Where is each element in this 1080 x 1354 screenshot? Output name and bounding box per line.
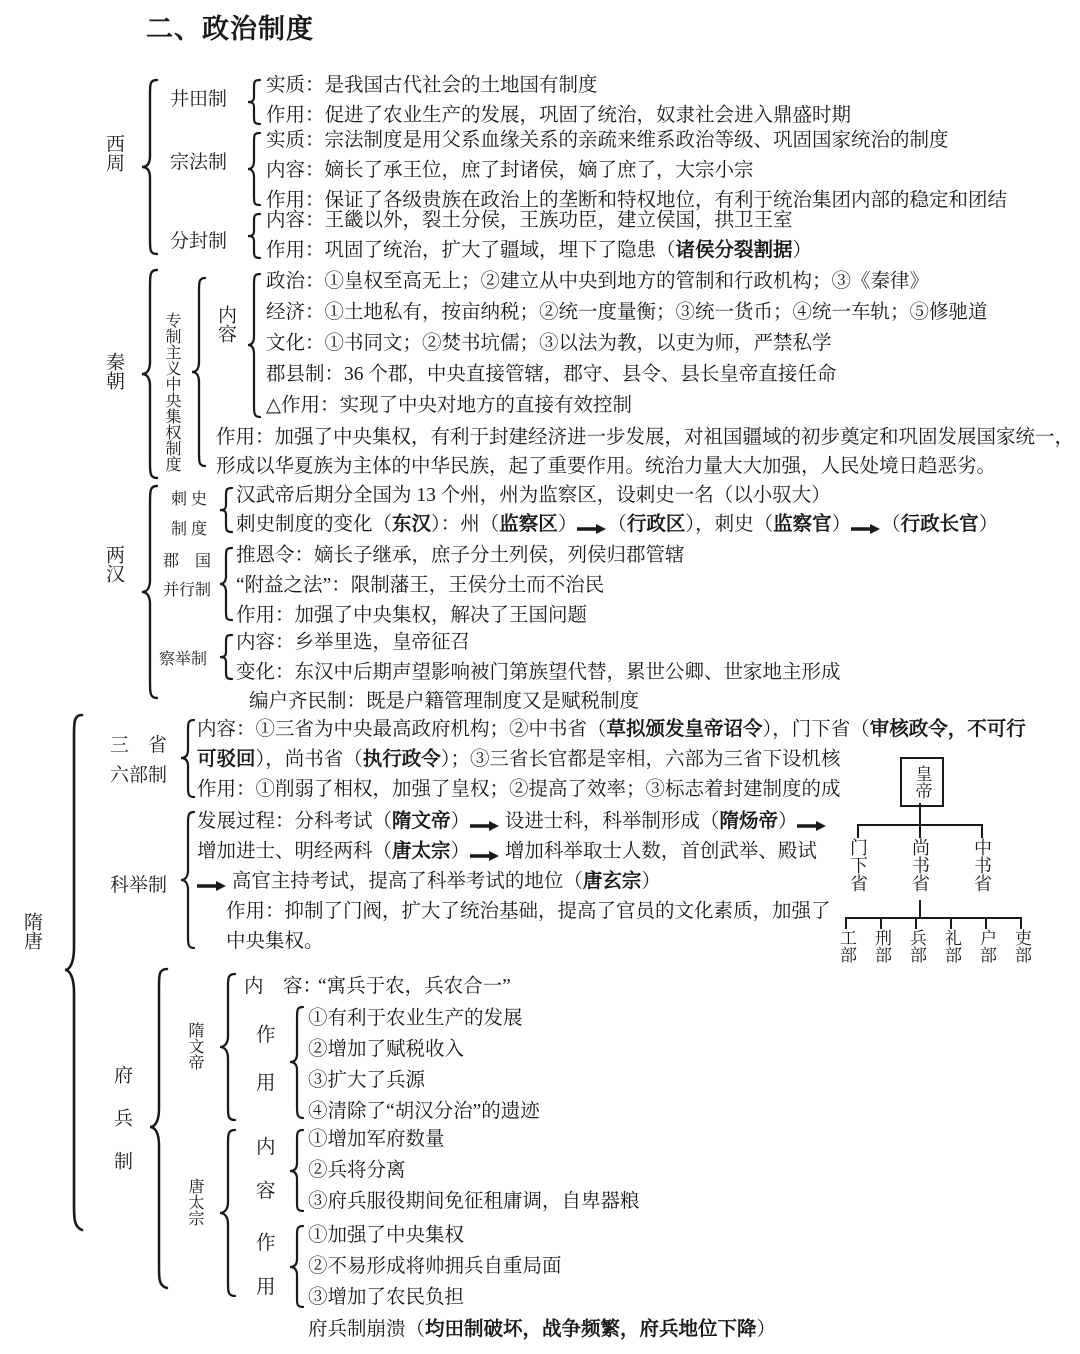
text-run-0: 作用：加强了中央集权，解决了王国问题 xyxy=(236,605,588,626)
fubing-emperor-0-name-2: 帝 xyxy=(186,1054,203,1070)
org-line-ministry-drop-0 xyxy=(845,917,847,929)
qin-zuoyong-line-0: 作用：加强了中央集权，有利于封建经济进一步发展，对祖国疆域的初步奠定和巩固发展国家统一， xyxy=(216,427,1075,448)
keju-name: 科举制 xyxy=(110,875,168,896)
qin-neirong-row-1: 经济：①土地私有，按亩纳税；②统一度量衡；③统一货币；④统一车轨；⑤修驰道 xyxy=(266,302,988,323)
text-run-9: 监察官 xyxy=(773,514,832,535)
brace-qinchao xyxy=(140,268,160,480)
han-group-1-name-line-0: 郡 国 xyxy=(163,553,212,570)
text-run-1: ），尚书省（ xyxy=(255,749,363,770)
text-run-3: ） xyxy=(641,871,661,892)
org-line-shangshu-stem xyxy=(919,900,921,918)
han-footer-biaohuqimin: 编户齐民制：既是户籍管理制度又是赋税制度 xyxy=(249,691,640,712)
org-line-ministry-drop-5 xyxy=(1020,917,1022,929)
fubing-emperor-1-content-1: ②兵将分离 xyxy=(308,1160,406,1181)
fubing-footer-bold: 均田制破坏，战争频繁，府兵地位下降 xyxy=(425,1319,757,1340)
fubing-name-line-2: 制 xyxy=(111,1151,132,1194)
han-chaju-row-0 xyxy=(236,633,470,653)
row-fenfeng-zuoyong-tail: ） xyxy=(792,240,813,261)
org-line-ministry-drop-2 xyxy=(915,917,917,929)
text-run-0: 推恩令：嫡长子继承，庶子分土列侯，列侯归郡管辖 xyxy=(236,545,685,566)
fubing-emperor-1-content-label-0: 内 xyxy=(256,1137,276,1158)
text-run-2: 执行政令 xyxy=(362,749,441,770)
text-run-0: 增加进士、明经两科（ xyxy=(197,841,393,862)
brace-fubing-tangtaizong xyxy=(218,1128,238,1300)
brace-fubing-tangtaizong-effects xyxy=(288,1224,306,1310)
text-run-3: 监察区 xyxy=(499,514,558,535)
fubing-emperor-1-name-0: 唐 xyxy=(186,1178,203,1194)
org-chart-emperor-label: 皇帝 xyxy=(912,765,932,799)
text-run-3: ）；③三省长官都是宰相，六部为三省下设机核 xyxy=(440,749,841,770)
row-zongfa-zuoyong: 作用：保证了各级贵族在政治上的垄断和特权地位，有利于统治集团内部的稳定和团结 xyxy=(266,190,1008,211)
text-run-12: （ xyxy=(881,514,901,535)
fubing-emperor-1-content-0: ①增加军府数量 xyxy=(308,1129,445,1150)
dynasty-label-lianghan: 两汉 xyxy=(103,545,124,583)
qin-neirong-row-3: 郡县制：36 个郡，中央直接管辖，郡守、县令、县长皇帝直接任命 xyxy=(266,364,837,385)
fubing-emperor-0-name-1: 文 xyxy=(186,1038,203,1054)
brace-qin-neirong-rows xyxy=(246,272,262,420)
text-run-13: 行政长官 xyxy=(900,514,979,535)
sansheng-name-line-0: 三 省 xyxy=(110,735,168,756)
text-run-1: 隋文帝 xyxy=(392,811,451,832)
keju-line-0 xyxy=(197,812,827,832)
han-junguo-row-0 xyxy=(236,546,685,566)
fubing-emperor-1-effect-2: ③增加了农民负担 xyxy=(308,1287,465,1308)
brace-fubing-tangtaizong-contents xyxy=(288,1128,306,1214)
org-chart-province-1: 尚书省 xyxy=(910,838,930,892)
text-run-2: 唐玄宗 xyxy=(582,871,642,892)
org-chart-province-0: 门下省 xyxy=(848,838,868,892)
han-group-0-name-line-0: 刺 史 xyxy=(171,491,208,508)
row-zongfa-shizhi: 实质：宗法制度是用父系血缘关系的亲疏来维系政治等级、巩固国家统治的制度 xyxy=(266,130,949,151)
dynasty-label-xizhou: 西周 xyxy=(103,134,124,172)
fubing-emperor-1-effect-0: ①加强了中央集权 xyxy=(308,1225,465,1246)
text-run-4: ） xyxy=(557,514,578,535)
text-run-6: （ xyxy=(607,514,627,535)
org-chart-ministry-5: 吏部 xyxy=(1012,929,1031,963)
text-run-7: 行政区 xyxy=(626,514,686,535)
han-chaju-row-1 xyxy=(236,663,841,683)
text-run-0: 内容：乡举里选，皇帝征召 xyxy=(236,632,471,653)
fubing-emperor-1-content-label-1: 容 xyxy=(256,1181,276,1202)
text-run-0: 变化：东汉中后期声望影响被门第族望代替，累世公卿、世家地主形成 xyxy=(236,662,841,683)
brace-han-cishi xyxy=(218,486,234,534)
fubing-name xyxy=(112,1065,131,1193)
text-run-6: ） xyxy=(777,811,798,832)
text-run-2: ），门下省（ xyxy=(762,719,870,740)
han-junguo-row-1 xyxy=(236,576,604,596)
brace-keju xyxy=(179,810,197,952)
brace-suitang xyxy=(62,712,86,1236)
sansheng-line-0 xyxy=(197,720,1026,740)
text-run-0: 发展过程：分科考试（ xyxy=(197,811,393,832)
text-run-0: 中央集权。 xyxy=(226,931,324,952)
keju-line-1 xyxy=(197,842,817,862)
org-line-emperor-stem xyxy=(919,803,921,825)
dynasty-label-suitang-text: 隋唐 xyxy=(21,912,42,950)
fubing-emperor-1-effect-1: ②不易形成将帅拥兵自重局面 xyxy=(308,1256,562,1277)
text-run-1: 唐太宗 xyxy=(392,841,451,862)
sansheng-line-2 xyxy=(197,780,841,800)
system-label-jingtianzhi: 井田制 xyxy=(170,89,228,110)
brace-han-chaju xyxy=(218,633,234,681)
text-run-1: 东汉 xyxy=(392,514,432,535)
text-run-2: ）：州（ xyxy=(431,514,500,535)
han-cishi-row-0 xyxy=(236,486,831,506)
fubing-footer-tail: ） xyxy=(756,1319,777,1340)
brace-fubing-suiwendi-effects xyxy=(288,1005,306,1121)
text-run-2: ） xyxy=(450,841,471,862)
text-run-4: 设进士科，科举制形成（ xyxy=(500,811,720,832)
org-line-ministry-drop-4 xyxy=(985,917,987,929)
text-run-1: 高官主持考试，提高了科举考试的地位（ xyxy=(227,871,583,892)
org-chart-emperor-box xyxy=(900,757,944,807)
brace-xizhou xyxy=(140,78,160,256)
fubing-emperor-0-content-label: 内 容： xyxy=(244,976,323,997)
text-run-10: ） xyxy=(831,514,852,535)
fubing-emperor-0-name-0: 隋 xyxy=(186,1022,203,1038)
fubing-emperor-1-effect-label-0: 作 xyxy=(256,1233,276,1254)
fubing-emperor-1-name-2: 宗 xyxy=(186,1210,203,1226)
fubing-emperor-0-content-text: “寓兵于农，兵农合一” xyxy=(318,976,511,997)
brace-fenfengzhi xyxy=(246,212,262,260)
org-chart-province-2: 中书省 xyxy=(972,838,992,892)
dynasty-label-qinchao: 秦朝 xyxy=(103,352,124,390)
row-fenfeng-zuoyong-plain: 作用：巩固了统治，扩大了疆域，埋下了隐患（ xyxy=(266,240,676,261)
qin-vertical-label: 专制主义中央集权制度 xyxy=(163,312,180,472)
fubing-emperor-0-effect-2: ③扩大了兵源 xyxy=(308,1070,426,1091)
org-line-ministry-drop-3 xyxy=(950,917,952,929)
han-junguo-row-2 xyxy=(236,606,587,626)
org-line-province-drop-left xyxy=(857,824,859,838)
fubing-emperor-0-effect-0: ①有利于农业生产的发展 xyxy=(308,1008,523,1029)
right-arrow-icon xyxy=(470,847,500,859)
brace-zongfazhi xyxy=(246,131,262,207)
brace-sansheng xyxy=(179,718,197,800)
system-label-fenfengzhi: 分封制 xyxy=(170,231,228,252)
brace-fubing xyxy=(148,966,170,1292)
text-run-0: 刺史制度的变化（ xyxy=(236,514,393,535)
fubing-emperor-0-effect-label-1: 用 xyxy=(256,1073,276,1094)
qin-neirong-row-2: 文化：①书同文；②焚书坑儒；③以法为教，以吏为师，严禁私学 xyxy=(266,333,832,354)
fubing-emperor-1-name xyxy=(186,1178,202,1250)
right-arrow-icon xyxy=(577,520,607,532)
qin-neirong-row-4: △作用：实现了中央对地方的直接有效控制 xyxy=(266,395,632,416)
fubing-footer-head: 府兵制崩溃（ xyxy=(308,1319,426,1340)
brace-qin-neirong-group xyxy=(190,276,208,472)
text-run-0: “附益之法”：限制藩王，王侯分土而不治民 xyxy=(236,575,605,596)
row-fenfeng-zuoyong-bold: 诸侯分裂割据 xyxy=(675,240,793,261)
brace-fubing-suiwendi xyxy=(218,972,238,1124)
brace-jingtianzhi xyxy=(246,78,262,126)
fubing-emperor-0-name xyxy=(186,1022,202,1094)
org-chart-ministry-0: 工部 xyxy=(837,929,856,963)
keju-line-4 xyxy=(226,932,324,952)
keju-line-3 xyxy=(226,902,831,922)
row-fenfeng-zuoyong xyxy=(266,241,812,261)
text-run-0: 可驳回 xyxy=(197,749,256,770)
brace-lianghan xyxy=(140,484,160,700)
fubing-emperor-1-effect-label-1: 用 xyxy=(256,1277,276,1298)
fubing-footer xyxy=(308,1320,776,1340)
qin-zuoyong-line-1: 形成以华夏族为主体的中华民族，起了重要作用。统治力量大大加强，人民处境日趋恶劣。 xyxy=(216,456,997,477)
text-run-8: ），刺史（ xyxy=(685,514,774,535)
brace-han-junguo xyxy=(218,546,234,622)
fubing-emperor-0-effect-3: ④清除了“胡汉分治”的遗迹 xyxy=(308,1101,540,1122)
org-chart-ministry-4: 户部 xyxy=(977,929,996,963)
text-run-3: 审核政令，不可行 xyxy=(869,719,1026,740)
text-run-0: 作用：抑制了门阀，扩大了统治基础，提高了官员的文化素质，加强了 xyxy=(226,901,831,922)
text-run-5: 隋炀帝 xyxy=(719,811,778,832)
page-title: 二、政治制度 xyxy=(146,14,314,44)
row-fenfeng-neirong: 内容：王畿以外，裂土分侯，王族功臣，建立侯国，拱卫王室 xyxy=(266,210,793,231)
text-run-0: 汉武帝后期分全国为 13 个州，州为监察区，设刺史一名（以小驭大） xyxy=(236,485,831,506)
system-label-zongfazhi: 宗法制 xyxy=(170,152,228,173)
han-cishi-row-1 xyxy=(236,515,998,535)
text-run-0: 内容：①三省为中央最高政府机构；②中书省（ xyxy=(197,719,607,740)
han-group-1-name-line-1: 并行制 xyxy=(163,582,212,599)
fubing-name-line-0: 府 xyxy=(111,1065,132,1108)
right-arrow-icon xyxy=(851,520,881,532)
han-group-2-name-line-0: 察举制 xyxy=(159,651,208,668)
org-line-province-drop-mid xyxy=(919,824,921,838)
text-run-2: ） xyxy=(450,811,471,832)
right-arrow-icon xyxy=(470,817,500,829)
dynasty-label-suitang xyxy=(22,912,41,998)
keju-line-2 xyxy=(197,872,661,892)
fubing-emperor-1-content-2: ③府兵服役期间免征租庸调，自卑器粮 xyxy=(308,1191,640,1212)
org-chart-ministry-1: 刑部 xyxy=(872,929,891,963)
sansheng-line-1 xyxy=(197,750,841,770)
right-arrow-icon xyxy=(197,877,227,889)
text-run-4: 增加科举取士人数，首创武举、殿试 xyxy=(500,841,817,862)
fubing-emperor-0-effect-1: ②增加了赋税收入 xyxy=(308,1039,465,1060)
text-run-1: 草拟颁发皇帝诏令 xyxy=(606,719,763,740)
text-run-0: 作用：①削弱了相权，加强了皇权；②提高了效率；③标志着封建制度的成 xyxy=(197,779,841,800)
fubing-emperor-0-effect-label-0: 作 xyxy=(256,1025,276,1046)
org-chart-ministry-2: 兵部 xyxy=(907,929,926,963)
fubing-emperor-1-name-1: 太 xyxy=(186,1194,203,1210)
qin-neirong-row-0: 政治：①皇权至高无上；②建立从中央到地方的管制和行政机构；③《秦律》 xyxy=(266,271,930,292)
han-group-0-name-line-1: 制 度 xyxy=(171,521,208,538)
row-zongfa-neirong: 内容：嫡长了承王位，庶了封诸侯，嫡了庶了，大宗小宗 xyxy=(266,160,754,181)
sansheng-name-line-1: 六部制 xyxy=(110,765,168,786)
fubing-name-line-1: 兵 xyxy=(111,1108,132,1151)
qin-neirong-label: 内容 xyxy=(215,305,236,343)
org-chart-ministry-3: 礼部 xyxy=(942,929,961,963)
org-line-ministry-drop-1 xyxy=(880,917,882,929)
org-line-province-drop-right xyxy=(981,824,983,838)
text-run-14: ） xyxy=(978,514,999,535)
right-arrow-icon xyxy=(797,817,827,829)
row-jingtian-shizhi: 实质：是我国古代社会的土地国有制度 xyxy=(266,75,598,96)
org-line-ministries-bus xyxy=(845,917,1022,919)
row-jingtian-zuoyong: 作用：促进了农业生产的发展，巩固了统治，奴隶社会进入鼎盛时期 xyxy=(266,105,852,126)
